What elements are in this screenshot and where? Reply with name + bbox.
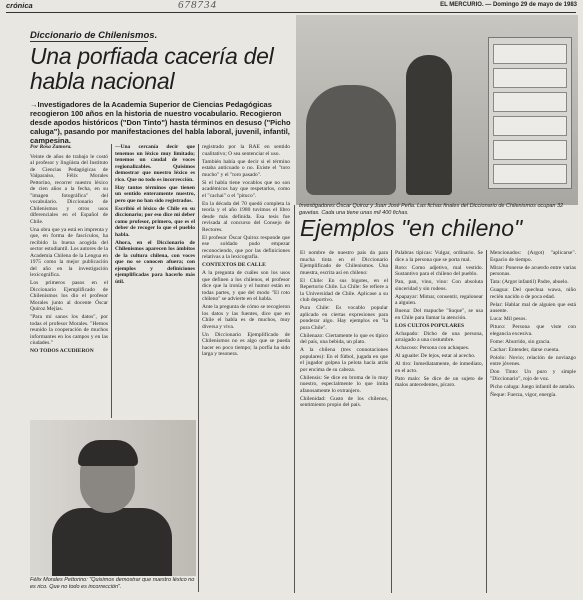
top-photo-caption: Investigadores Óscar Quiroz y Juan José Peña. Las fichas finales del Diccionario de Chilenismos ocupan 32 gavetas. Cada una tiene unas mil 400 fichas.	[299, 203, 564, 216]
paragraph: —Una cercanía decir que tenemos un léxico muy limitado; tenemos un caudal de voces regionalizables. Quisimos demostrar que nuestro léxico es rico. Que no todo es incorrección.	[115, 144, 195, 183]
article-column-3	[202, 144, 290, 592]
paragraph: Al tiro: Inmediatamente, de inmediato, en el acto.	[395, 361, 483, 374]
paragraph: El profesor Óscar Quiroz responde que ese soldado pudo empezar reconociendo, que por las definiciones relativas a la lexicografía.	[202, 234, 290, 260]
paragraph: En la década del 70 quedó completa la teoría y el año 1980 tuvimos el libro desde más definida. Esa tesis fue revisada al concurso del Consejo de Rectores.	[202, 200, 290, 233]
subhead: CONTEXTOS DE CALLE	[202, 262, 266, 268]
paragraph: Pituco: Persona que viste con elegancia excesiva.	[490, 324, 576, 337]
paragraph: Cachar: Entender, darse cuenta.	[490, 346, 560, 353]
paragraph: Picho caluga: Juego infantil de antaño.	[490, 383, 576, 390]
kicker-rule	[30, 41, 148, 42]
paragraph: Los primeros pasos en el Diccionario Ejemplificado de Chilenismos los dio el profesor Morales junto al docente Óscar Quiroz Mejías.	[30, 280, 108, 312]
cabinet-drawer	[493, 116, 567, 136]
paragraph: Buena: Del mapuche "ñuque", se usa en Chile para llamar la atención.	[395, 308, 483, 321]
paragraph: A la chilena (tres connotaciones populares): En el fútbol, jugada en que el jugador golpea la pelota hacia atrás por encima de su cabeza.	[300, 347, 388, 373]
column-rule	[294, 205, 295, 593]
cabinet-drawer	[493, 68, 567, 88]
portrait-body	[52, 508, 172, 576]
sidebar-headline: Ejemplos "en chileno"	[300, 215, 523, 241]
paragraph: También había que decir si el término estaba anticuado o no. Existe el "toro mucho" y el "toro pasado".	[202, 158, 290, 178]
column-rule	[111, 144, 112, 418]
article-headline: Una porfiada cacería del habla nacional	[30, 43, 274, 94]
paragraph: Apapayar: Mimar, consentir, regalonear a alguien.	[395, 293, 483, 306]
sidebar-column-1	[300, 250, 388, 593]
paragraph: Ante la pregunta de cómo se recogieron los datos y las fuentes, dice que en Chile el habla es de muchos, muy diversa y viva.	[202, 304, 290, 330]
paragraph: Mirar: Ponerse de acuerdo entre varias personas.	[490, 264, 576, 277]
byline: Por Rosa Zamora.	[30, 144, 72, 150]
paragraph: El Chile: En sus bigotes, en el Repertorio Chile. La Chile: Se refiere a la Universidad de Chile. Aplicase a su club deportivo.	[300, 277, 388, 303]
article-column-2	[115, 144, 195, 419]
cabinet-drawer	[493, 164, 567, 184]
sidebar-column-3	[490, 250, 576, 593]
standing-researcher	[406, 55, 452, 195]
paragraph: Hay tantos términos que tienen un sentido enteramente nuestro, pero que no han sido registrados.	[115, 184, 195, 204]
paragraph: Escribió el léxico de Chile en su diccionario; por eso dice mi deber como profesor, primero, que es el deber de recoger lo que el pueblo habla.	[115, 205, 195, 238]
paragraph: Pura Chile: Es vocablo popular aplicado en ciertas expresiones para ponderar algo. Hay ejemplos en "la pura Chile".	[300, 305, 388, 331]
investigators-photo	[296, 15, 578, 205]
paragraph: Achacoso: Persona con achaques.	[395, 345, 470, 351]
paragraph: Un Diccionario Ejemplificado de Chilenismos no es algo que se pueda hacer en poco tiempo; la porfía ha sido larga y tesonera.	[202, 331, 290, 357]
paragraph: Si el habla tiene vocablos que no son académicos hay que respetarlos, como el "cachai" o el "pituco".	[202, 179, 290, 199]
section-label: crónica	[6, 1, 33, 10]
portrait-caption: Félix Morales Pettorino: "Quisimos demostrar que nuestro léxico no es rico. Que no todo es incorrección".	[30, 577, 195, 590]
paragraph: Achapado: Dicho de una persona, arraigado a una costumbre.	[395, 330, 483, 343]
paragraph: Palabras típicas: Vulgar, ordinario. Se dice a la persona que se porta mal.	[395, 250, 483, 263]
article-deck: →Investigadores de la Academia Superior de Ciencias Pedagógicas recogieron 100 años en la historia de nuestro vocabulario. Recogieron desde apodos históricos ("Don Tinto") hasta términos en desuso ("Picho caluga"), pasando por manifestaciones del habla laboral, juvenil, infantil, campesina.	[30, 100, 291, 145]
portrait-photo	[30, 420, 196, 576]
paragraph: Veinte de años de trabajo le costó al profesor y lingüista del Instituto de Ciencias Pedagógicas de Valparaíso, Félix Morales Pettorino, recorrer nuestro léxico de cien años a la fecha, en su "imagen fotográfica" del vocabulario. Diccionario de Chilenismos y otros usos diferenciales en el Español de Chile.	[30, 153, 108, 225]
handwritten-code: 678734	[178, 0, 217, 11]
paragraph: "Para mí sanos los datos", por todas el profesor Morales. "Hemos reunido la cooperación de muchos informantes en los campos y en las ciudades."	[30, 314, 108, 346]
paragraph: El nombre de nuestro país da para mucha tinta en el Diccionario Ejemplificado de Chilenismos. Una muestra, escrita así en chileno:	[300, 250, 388, 276]
paragraph: registrado por la RAE en sentido cualitativo; O sea sentenciar el uso.	[202, 144, 290, 157]
paragraph: Ahora, en el Diccionario de Chilenismos aparecen los ámbitos de la cultura chilena, con voces que no se conocen afuera; con ejemplos y definiciones ejemplificadas para hacerlo más útil.	[115, 239, 195, 285]
paragraph: Chilenidad: Gusto de los chilenos, sentimiento propio del país.	[300, 395, 388, 408]
column-rule	[486, 250, 487, 593]
portrait-hair	[78, 440, 138, 466]
paragraph: Luca: Mil pesos.	[490, 316, 527, 322]
sidebar-column-2	[395, 250, 483, 593]
paragraph: Pan, pan, vino, vino: Con absoluta sinceridad y sin rodeos.	[395, 279, 483, 292]
paragraph: Guagua: Del quechua wawa, niño recién nacido o de poca edad.	[490, 287, 576, 300]
subhead: NO TODOS ACUDIERON	[30, 348, 94, 354]
paragraph: Roto: Como adjetivo, mal vestido. Sustantivo para el chileno del pueblo.	[395, 264, 483, 277]
paragraph: Una obra que ya está en imprenta y que, en forma de fascículos, ha recibido la buena acogida del sector estudiantil. Los autores de la Academia Chilena de la Lengua en 1975 como la mejor publicación del año en la investigación lexicográfica.	[30, 226, 108, 278]
paragraph: Don Tinto: Un puro y simple "Diccionario", rojo de voz.	[490, 369, 576, 382]
header-rule	[6, 12, 576, 13]
article-kicker: Diccionario de Chilenismos.	[30, 30, 158, 41]
subhead: LOS CULTOS POPULARES	[395, 322, 465, 329]
column-rule	[198, 144, 199, 592]
column-rule	[391, 250, 392, 593]
card-file-cabinet	[488, 37, 572, 189]
seated-researcher	[306, 85, 396, 195]
paragraph: Pololo: Novio; relación de noviazgo entre jóvenes.	[490, 354, 576, 367]
newspaper-dateline: EL MERCURIO. — Domingo 29 de mayo de 1983	[440, 2, 577, 8]
paragraph: Tata: (Argot infantil) Padre, abuelo.	[490, 279, 569, 285]
paragraph: Chilensis: Se dice en broma de lo muy nuestro, especialmente lo que imita afanosamente lo extranjero.	[300, 374, 388, 394]
paragraph: Pato malo: Se dice de un sujeto de malos antecedentes, pícaro.	[395, 375, 483, 388]
paragraph: Al aguaite: De lejos, estar al acecho.	[395, 353, 476, 359]
paragraph: Ñeque: Fuerza, vigor, energía.	[490, 391, 557, 398]
paragraph: Fome: Aburrido, sin gracia.	[490, 338, 551, 345]
paragraph: A la pregunta de cuáles son los usos que definen a los chilenos, el profesor dice que la ironía y el humor están en todas partes, y que del modo "El roto chileno" se advierte en el habla.	[202, 270, 290, 302]
paragraph: Chilenazo: Ciertamente lo que es típico del país, una bebida, un plato.	[300, 332, 388, 345]
cabinet-drawer	[493, 140, 567, 160]
cabinet-drawer	[493, 44, 567, 64]
cabinet-drawer	[493, 92, 567, 112]
article-column-1	[30, 144, 108, 419]
paragraph: Mencionados: (Argot) "aplicarse". Espacio de tiempo.	[490, 250, 576, 263]
paragraph: Pelar: Hablar mal de alguien que está ausente.	[490, 301, 576, 314]
